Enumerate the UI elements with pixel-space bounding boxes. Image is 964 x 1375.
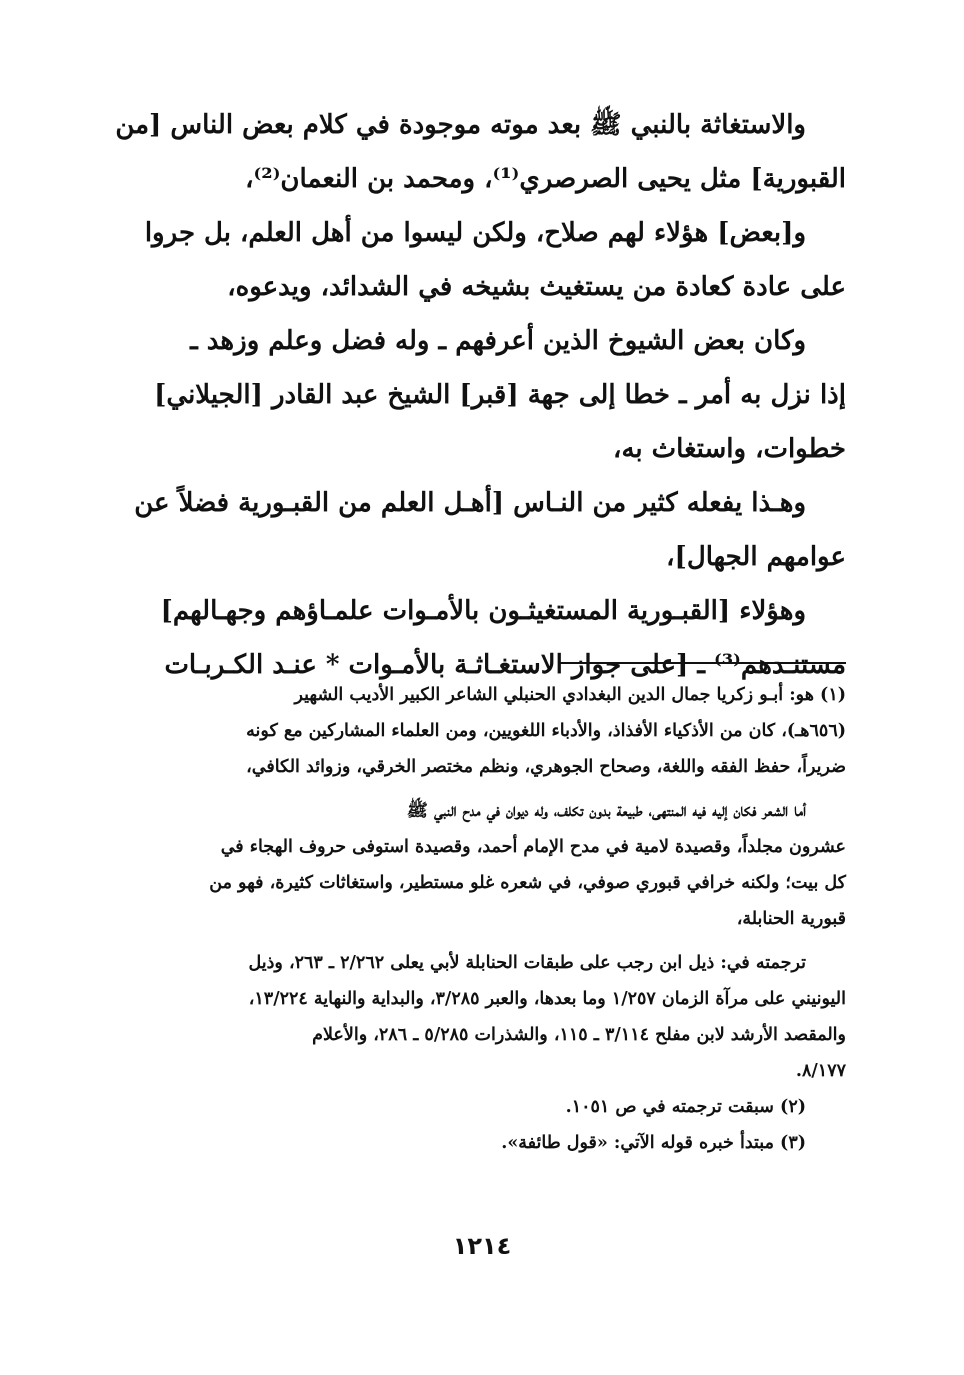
footnote-line: (٣) مبتدأ خبره قوله الآتي: «قول طائفة». [501, 1133, 806, 1153]
footnote-line: والمقصد الأرشد لابن مفلح ٣/١١٤ ـ ١١٥، والشذرات ٥/٢٨٥ ـ ٢٨٦، والأعلام [312, 1025, 846, 1045]
footnote-line: قبورية الحنابلة، [736, 909, 846, 929]
main-paragraph-line: عوامهم الجهال]، [666, 542, 846, 572]
main-paragraph-line: مستنـدهم⁽³⁾ ـ [على جواز الاستغـاثـة بالأمـوات * عنـد الكـربـات [164, 650, 846, 680]
main-paragraph-line: إذا نزل به أمر ـ خطا إلى جهة [قبر] الشيخ عبد القادر [الجيلاني] [154, 380, 846, 410]
footnote-line: أما الشعر فكان إليه فيه المنتهى، طبيعة بدون تكلف، وله ديوان في مدح النبي ﷺ [406, 801, 806, 821]
main-paragraph-line: القبورية] مثل يحيى الصرصري⁽¹⁾، ومحمد بن النعمان⁽²⁾، [245, 164, 846, 194]
footnote-line: عشرون مجلداً، وقصيدة لامية في مدح الإمام أحمد، وقصيدة استوفى حروف الهجاء في [220, 837, 846, 857]
footnote-line: (٦٥٦هـ)، كان من الأذكياء الأفذاذ، والأدباء اللغويين، ومن العلماء المشاركين مع كونه [246, 721, 846, 741]
page-number: ١٢١٤ [452, 1232, 512, 1260]
main-paragraph-line: وهؤلاء [القبـورية المستغيثـون بالأمـوات علمـاؤهم وجهـالهم] [160, 596, 806, 626]
main-paragraph-line: و[بعض] هؤلاء لهم صلاح، ولكن ليسوا من أهل العلم، بل جروا [144, 218, 806, 248]
main-paragraph-line: خطوات، واستغاث به، [613, 434, 846, 464]
footnote-line: (١) هو: أبـو زكريا جمال الدين البغدادي الحنبلي الشاعر الكبير الأديب الشهير [294, 685, 846, 705]
footnotes-block [122, 677, 846, 1161]
main-paragraph-line: وكان بعض الشيوخ الذين أعرفهم ـ وله فضل وعلم وزهد ـ [190, 326, 806, 356]
footnote-line: (٢) سبقت ترجمته في ص ١٠٥١. [565, 1097, 806, 1117]
footnote-line: كل بيت؛ ولكنه خرافي قبوري صوفي، في شعره غلو مستطير، واستغاثات كثيرة، فهو من [209, 873, 846, 893]
footnote-line: ترجمته في: ذيل ابن رجب على طبقات الحنابلة لأبي يعلى ٢/٢٦٢ ـ ٢٦٣، وذيل [248, 953, 806, 973]
footnote-line: ضريراً، حفظ الفقه واللغة، وصحاح الجوهري، ونظم مختصر الخرقي، وزوائد الكافي، [246, 757, 846, 777]
main-text-block [115, 98, 846, 692]
main-paragraph-line: والاستغاثة بالنبي ﷺ بعد موته موجودة في كلام بعض الناس [من [115, 110, 806, 140]
footnote-line: اليونيني على مرآة الزمان ١/٢٥٧ وما بعدها، والعبر ٣/٢٨٥، والبداية والنهاية ١٣/٢٢٤، [248, 989, 846, 1009]
main-paragraph-line: على عادة كعادة من يستغيث بشيخه في الشدائد، ويدعوه، [227, 272, 846, 302]
main-paragraph-line: وهـذا يفعله كثير من النـاس [أهـل العلم من القبـورية فضلاً عن [134, 488, 806, 518]
footnote-line: ٨/١٧٧. [795, 1061, 846, 1081]
footnote-divider [558, 662, 846, 664]
